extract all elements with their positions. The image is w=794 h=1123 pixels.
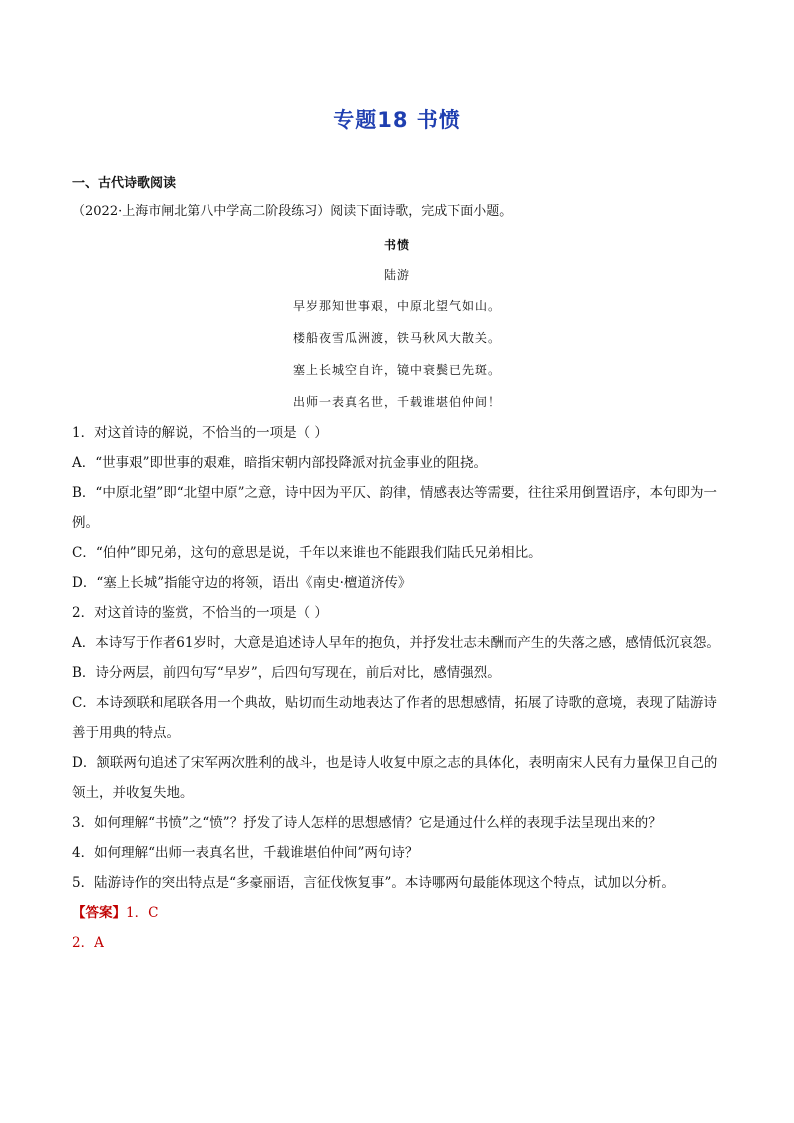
question-option: D．“塞上长城”指能守边的将领，语出《南史·檀道济传》 bbox=[72, 575, 412, 591]
page-title: 专题18 书愤 bbox=[333, 108, 461, 132]
answer-item: 2．A bbox=[72, 935, 104, 951]
question-intro: （2022·上海市闸北第八中学高二阶段练习）阅读下面诗歌，完成下面小题。 bbox=[72, 204, 513, 219]
answer-line bbox=[72, 898, 722, 928]
question-option: C．本诗颈联和尾联各用一个典故，贴切而生动地表达了作者的思想感情，拓展了诗歌的意境，表现了陆游诗善于用典的特点。 bbox=[72, 695, 717, 741]
poem-title: 书愤 bbox=[383, 238, 410, 252]
poem-author: 陆游 bbox=[383, 268, 410, 282]
question-option: B．诗分两层，前四句写“早岁”，后四句写现在，前后对比，感情强烈。 bbox=[72, 665, 501, 681]
question-option: B．“中原北望”即“北望中原”之意，诗中因为平仄、韵律，情感表达等需要，往往采用倒置语序，本句即为一例。 bbox=[72, 485, 718, 531]
poem-line: 楼船夜雪瓜洲渡，铁马秋风大散关。 bbox=[292, 331, 501, 345]
question-option: D．颔联两句追述了宋军两次胜利的战斗，也是诗人收复中原之志的具体化，表明南宋人民有力量保卫自己的领土，并收复失地。 bbox=[72, 755, 718, 801]
open-question: 4．如何理解“出师一表真名世，千载谁堪伯仲间”两句诗？ bbox=[72, 845, 419, 861]
section-heading: 一、古代诗歌阅读 bbox=[72, 176, 177, 191]
poem-line: 出师一表真名世，千载谁堪伯仲间！ bbox=[292, 395, 501, 409]
open-question: 3．如何理解“书愤”之“愤”？抒发了诗人怎样的思想感情？它是通过什么样的表现手法呈现出来的？ bbox=[72, 815, 662, 831]
question-option: C．“伯仲”即兄弟，这句的意思是说，千年以来谁也不能跟我们陆氏兄弟相比。 bbox=[72, 545, 542, 561]
question-option: A．本诗写于作者61岁时，大意是追述诗人早年的抱负，并抒发壮志未酬而产生的失落之感，感情低沉哀怨。 bbox=[72, 635, 720, 651]
answer-item: 1．C bbox=[126, 905, 159, 921]
open-question: 5．陆游诗作的突出特点是“多豪丽语，言征伐恢复事”。本诗哪两句最能体现这个特点，试加以分析。 bbox=[72, 875, 675, 891]
poem-line: 早岁那知世事艰，中原北望气如山。 bbox=[292, 299, 501, 313]
poem-line: 塞上长城空自许，镜中衰鬓已先斑。 bbox=[292, 363, 501, 377]
question-stem: 2．对这首诗的鉴赏，不恰当的一项是（ ） bbox=[72, 605, 328, 621]
question-option: A．“世事艰”即世事的艰难，暗指宋朝内部投降派对抗金事业的阻挠。 bbox=[72, 455, 488, 471]
question-body bbox=[72, 418, 722, 958]
question-stem: 1．对这首诗的解说，不恰当的一项是（ ） bbox=[72, 425, 328, 441]
answer-label: 【答案】 bbox=[72, 905, 126, 921]
